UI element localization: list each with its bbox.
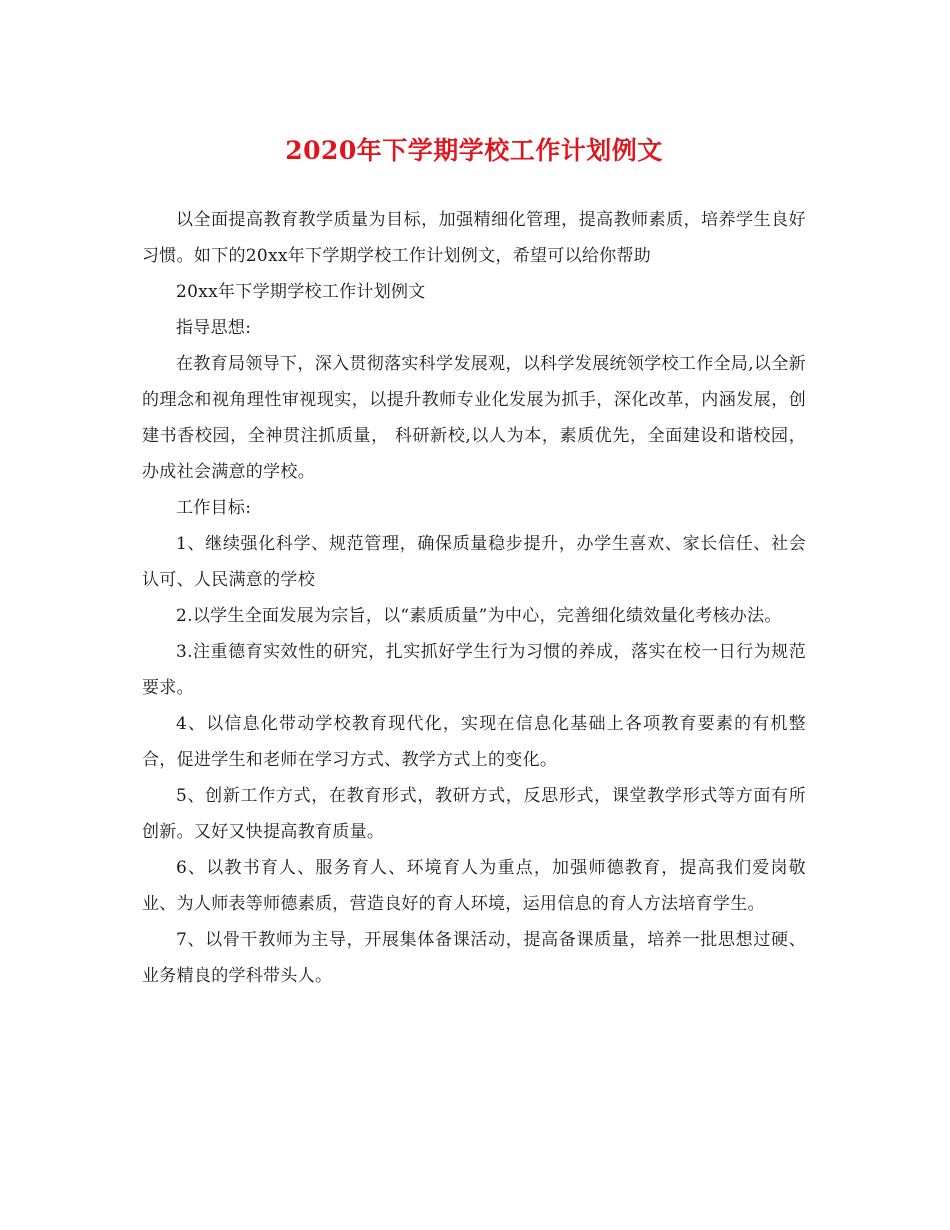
subtitle-paragraph: 20xx年下学期学校工作计划例文 [176,282,426,302]
goal-item: 3.注重德育实效性的研究，扎实抓好学生行为习惯的养成，落实在校一日行为规范要求。 [142,642,806,698]
guiding-thought-paragraph: 在教育局领导下，深入贯彻落实科学发展观，以科学发展统领学校工作全局,以全新的理念和视角理性审视现实，以提升教师专业化发展为抓手，深化改革，内涵发展，创建书香校园，全神贯注抓质量， 科研新校,以人为本，素质优先，全面建设和谐校园，办成社会满意的学校。 [142,354,806,482]
goal-item: 6、以教书育人、服务育人、环境育人为重点，加强师德教育，提高我们爱岗敬业、为人师表等师德素质，营造良好的育人环境，运用信息的育人方法培育学生。 [142,858,806,914]
goal-item: 2.以学生全面发展为宗旨，以“素质质量”为中心，完善细化绩效量化考核办法。 [176,606,782,626]
section-heading-guiding-thought: 指导思想: [176,318,252,338]
section-heading-work-goals: 工作目标: [176,498,252,518]
document-title: 2020年下学期学校工作计划例文 [285,136,663,165]
document-body [142,202,806,994]
goal-item: 1、继续强化科学、规范管理，确保质量稳步提升，办学生喜欢、家长信任、社会认可、人民满意的学校 [142,534,806,590]
goal-item: 7、以骨干教师为主导，开展集体备课活动，提高备课质量，培养一批思想过硬、业务精良的学科带头人。 [142,930,806,986]
goal-item: 5、创新工作方式，在教育形式，教研方式，反思形式，课堂教学形式等方面有所创新。又好又快提高教育质量。 [142,786,806,842]
intro-paragraph: 以全面提高教育教学质量为目标，加强精细化管理，提高教师素质，培养学生良好习惯。如下的20xx年下学期学校工作计划例文，希望可以给你帮助 [142,210,806,266]
goal-item: 4、以信息化带动学校教育现代化，实现在信息化基础上各项教育要素的有机整合，促进学生和老师在学习方式、教学方式上的变化。 [142,714,806,770]
